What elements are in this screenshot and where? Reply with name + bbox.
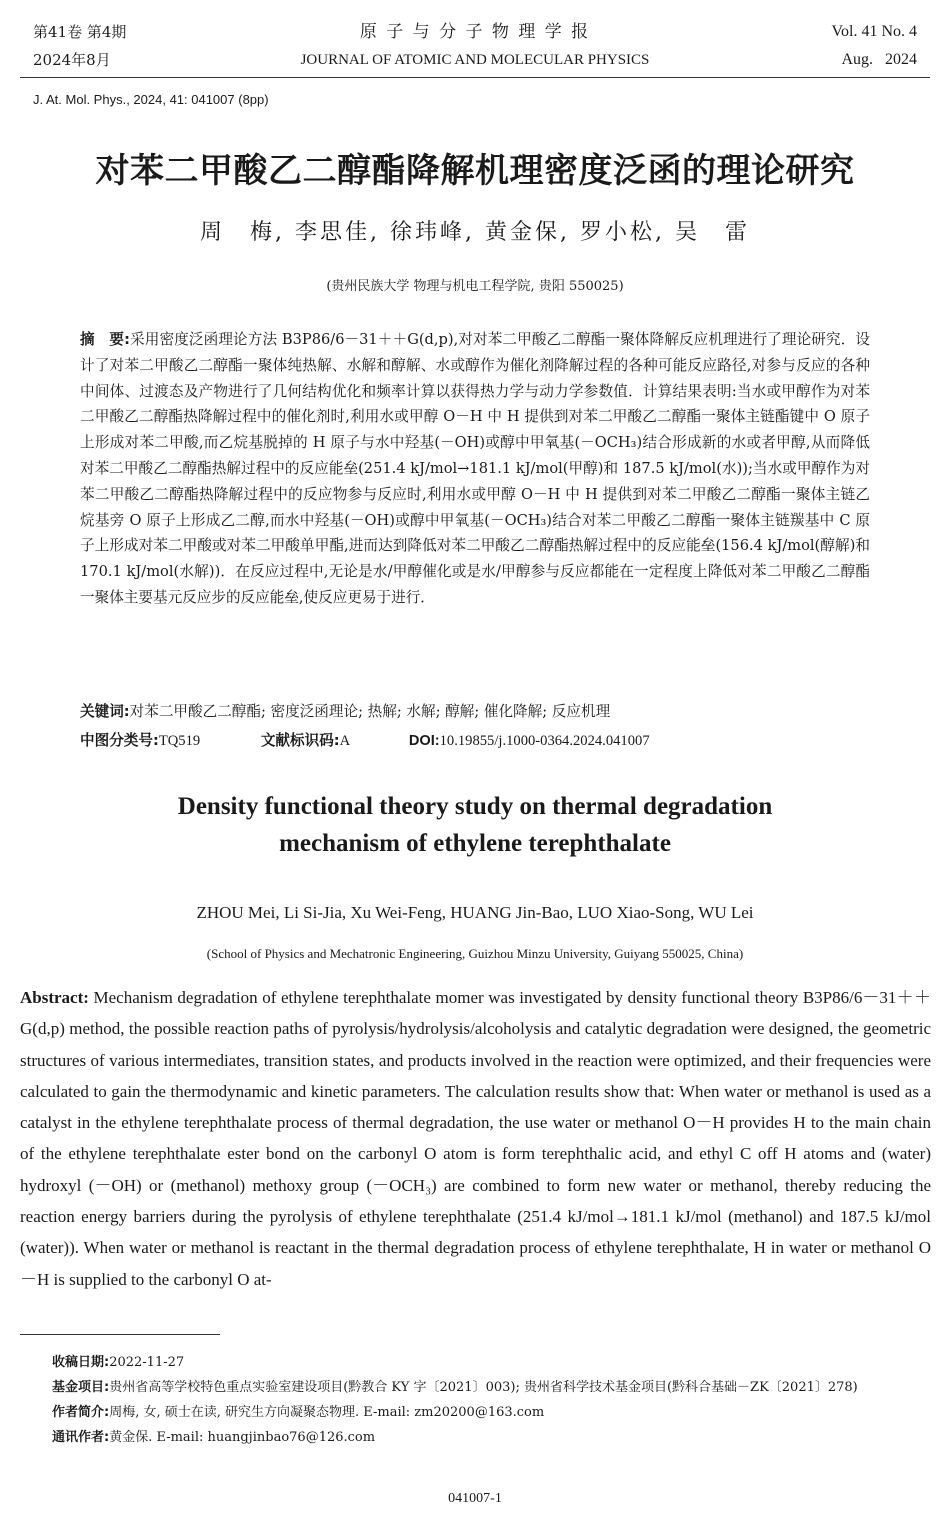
authors-cn: 周 梅, 李思佳, 徐玮峰, 黄金保, 罗小松, 吴 雷 xyxy=(200,220,750,245)
header-journal-en: JOURNAL OF ATOMIC AND MOLECULAR PHYSICS xyxy=(300,52,650,68)
title-cn: 对苯二甲酸乙二醇酯降解机理密度泛函的理论研究 xyxy=(95,151,855,191)
doi-label: DOI: xyxy=(408,733,440,749)
doi-value: 10.19855/j.1000-0364.2024.041007 xyxy=(439,733,650,749)
fund-value: 贵州省高等学校特色重点实验室建设项目(黔教合 KY 字〔2021〕003); 贵州省科学技术基金项目(黔科合基础－ZK〔2021〕278) xyxy=(109,1380,858,1395)
footnote-rule xyxy=(20,1334,220,1335)
bio-value: 周梅, 女, 硕士在读, 研究生方向凝聚态物理. E-mail: zm20200@163.com xyxy=(109,1405,545,1420)
affiliation-cn: (贵州民族大学 物理与机电工程学院, 贵阳 550025) xyxy=(326,279,624,294)
footnote-fund xyxy=(52,1377,932,1398)
keywords-text: 对苯二甲酸乙二醇酯; 密度泛函理论; 热解; 水解; 醇解; 催化降解; 反应机理 xyxy=(129,703,611,720)
abstract-cn-label: 摘 要: xyxy=(80,331,130,348)
keywords-label: 关键词: xyxy=(80,703,130,720)
clc-value: TQ519 xyxy=(158,733,201,749)
page-number: 041007-1 xyxy=(448,1491,502,1506)
citation: J. At. Mol. Phys., 2024, 41: 041007 (8pp) xyxy=(33,92,269,107)
clc-label: 中图分类号: xyxy=(80,732,159,749)
footnote-received xyxy=(52,1352,932,1373)
authors-en: ZHOU Mei, Li Si-Jia, Xu Wei-Feng, HUANG Jin-Bao, LUO Xiao-Song, WU Lei xyxy=(196,903,754,922)
corr-value: 黄金保. E-mail: huangjinbao76@126.com xyxy=(109,1430,376,1445)
keywords-cn xyxy=(80,700,870,724)
footnote-bio xyxy=(52,1402,932,1423)
fund-label: 基金项目: xyxy=(52,1380,110,1395)
doc-code-label: 文献标识码: xyxy=(260,732,340,749)
title-en-line2: mechanism of ethylene terephthalate xyxy=(279,830,671,857)
abstract-cn xyxy=(80,327,870,611)
header-rule xyxy=(20,77,930,78)
abstract-en-text: Mechanism degradation of ethylene terephthalate momer was investigated by density functional theory B3P86/6－31＋＋G(d,p) method, the possible reaction paths of pyrolysis/hydrolysis/alcoholysis and catalytic degradation were designed, the geometric structures of various intermediates, transition states, and products involved in the reaction were optimized, and their frequencies were calculated to gain the thermodynamic and kinetic parameters. The calculation results show that: When water or methanol is used as a catalyst in the ethylene terephthalate process of thermal degradation, the use water or methanol O－H provides H to the main chain of the ethylene terephthalate ester bond on the carbonyl O atom is form terephthalic acid, and ethyl C off H atoms and (water) hydroxyl (－OH) or (methanol) methoxy group (－OCH₃) are combined to form new water or methanol, thereby reducing the reaction energy barriers during the pyrolysis of ethylene terephthalate (251.4 kJ/mol→181.1 kJ/mol (methanol) and 187.5 kJ/mol (water)). When water or methanol is reactant in the thermal degradation process of ethylene terephthalate, H in water or methanol O－H is supplied to the carbonyl O at- xyxy=(20,988,932,1289)
header-volume-en: Vol. 41 No. 4 xyxy=(831,23,917,40)
classification-row xyxy=(80,729,870,753)
header-date-cn: 2024年8月 xyxy=(33,51,111,69)
received-label: 收稿日期: xyxy=(52,1355,110,1370)
doc-code-value: A xyxy=(339,733,351,749)
abstract-en-label: Abstract: xyxy=(20,988,89,1007)
header-date-en: Aug. 2024 xyxy=(841,51,917,68)
bio-label: 作者简介: xyxy=(52,1405,110,1420)
affiliation-en: (School of Physics and Mechatronic Engineering, Guizhou Minzu University, Guiyang 550025, China) xyxy=(206,946,744,961)
corr-label: 通讯作者: xyxy=(52,1430,110,1445)
header-journal-cn: 原 子 与 分 子 物 理 学 报 xyxy=(359,22,591,42)
abstract-en xyxy=(20,982,931,1295)
header-issue-cn: 第41卷 第4期 xyxy=(33,23,127,41)
footnote-corresponding xyxy=(52,1427,932,1448)
footnotes xyxy=(52,1352,932,1448)
received-value: 2022-11-27 xyxy=(109,1355,185,1370)
title-en-line1: Density functional theory study on thermal degradation xyxy=(177,793,773,820)
abstract-cn-text: 采用密度泛函理论方法 B3P86/6－31＋＋G(d,p),对对苯二甲酸乙二醇酯一聚体降解反应机理进行了理论研究．设计了对苯二甲酸乙二醇酯一聚体纯热解、水解和醇解、水或醇作为催化剂降解过程的各种可能反应路径,对参与反应的各种中间体、过渡态及产物进行了几何结构优化和频率计算以获得热力学与动力学参数值．计算结果表明:当水或甲醇作为对苯二甲酸乙二醇酯热降解过程中的催化剂时,利用水或甲醇 O－H 中 H 提供到对苯二甲酸乙二醇酯一聚体主链酯键中 O 原子上形成对苯二甲酸,而乙烷基脱掉的 H 原子与水中羟基(－OH)或醇中甲氧基(－OCH₃)结合形成新的水或者甲醇,从而降低对苯二甲酸乙二醇酯热解过程中的反应能垒(251.4 kJ/mol→181.1 kJ/mol(甲醇)和 187.5 kJ/mol(水));当水或甲醇作为对苯二甲酸乙二醇酯热降解过程中的反应物参与反应时,利用水或甲醇 O－H 中 H 提供到对苯二甲酸乙二醇酯一聚体主链乙烷基旁 O 原子上形成乙二醇,而水中羟基(－OH)或醇中甲氧基(－OCH₃)结合对苯二甲酸乙二醇酯一聚体主链羰基中 C 原子上形成对苯二甲酸或对苯二甲酸单甲酯,进而达到降低对苯二甲酸乙二醇酯热解过程中的反应能垒(156.4 kJ/mol(醇解)和 170.1 kJ/mol(水解))．在反应过程中,无论是水/甲醇催化或是水/甲醇参与反应都能在一定程度上降低对苯二甲酸乙二醇酯一聚体主要基元反应步的反应能垒,使反应更易于进行． xyxy=(80,331,870,606)
